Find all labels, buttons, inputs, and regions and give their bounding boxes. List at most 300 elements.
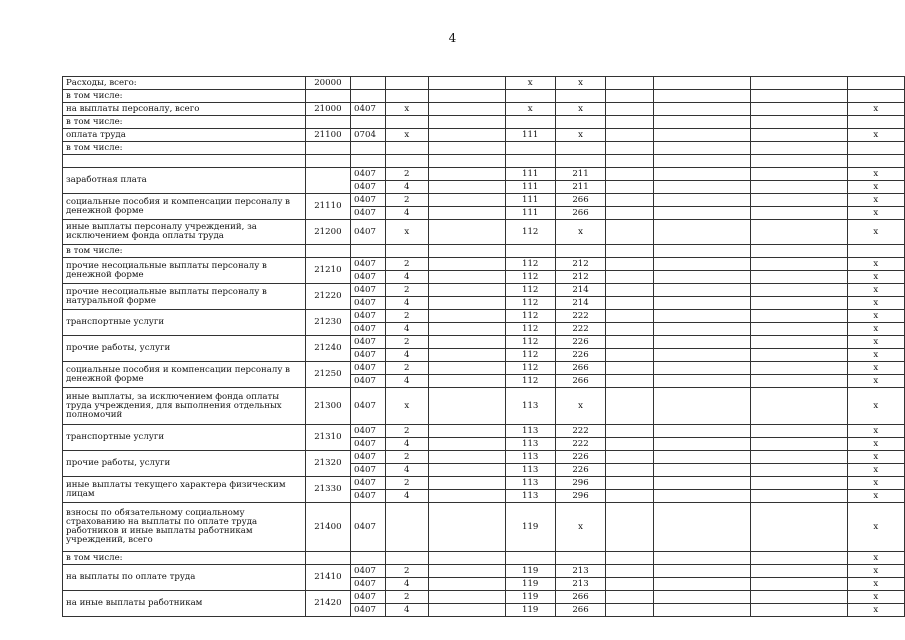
cell-c7: 226 bbox=[555, 349, 605, 362]
cell-c11: x bbox=[847, 591, 904, 604]
cell-c3 bbox=[385, 503, 428, 552]
cell-c3: 2 bbox=[385, 336, 428, 349]
cell-c3: 4 bbox=[385, 207, 428, 220]
cell-c4 bbox=[428, 362, 505, 375]
cell-c7: 212 bbox=[555, 258, 605, 271]
cell-c7: 266 bbox=[555, 604, 605, 617]
cell-c9 bbox=[653, 464, 750, 477]
row-name: прочие работы, услуги bbox=[63, 336, 306, 362]
cell-c7: 266 bbox=[555, 375, 605, 388]
cell-c6 bbox=[505, 90, 555, 103]
cell-c2: 0407 bbox=[351, 464, 386, 477]
row-name: прочие несоциальные выплаты персоналу в натуральной форме bbox=[63, 284, 306, 310]
row-name: на иные выплаты работникам bbox=[63, 591, 306, 617]
cell-c7 bbox=[555, 90, 605, 103]
cell-c8 bbox=[606, 142, 654, 155]
table-row bbox=[63, 168, 905, 181]
cell-c4 bbox=[428, 116, 505, 129]
cell-c10 bbox=[751, 464, 848, 477]
cell-c9 bbox=[653, 90, 750, 103]
cell-c11: x bbox=[847, 220, 904, 245]
cell-c2: 0407 bbox=[351, 591, 386, 604]
cell-c2: 0407 bbox=[351, 438, 386, 451]
cell-c7: 214 bbox=[555, 284, 605, 297]
cell-c11: x bbox=[847, 565, 904, 578]
row-code bbox=[305, 155, 350, 168]
cell-c4 bbox=[428, 591, 505, 604]
row-code: 21420 bbox=[305, 591, 350, 617]
cell-c3: 2 bbox=[385, 168, 428, 181]
cell-c4 bbox=[428, 207, 505, 220]
cell-c3: 2 bbox=[385, 284, 428, 297]
cell-c6 bbox=[505, 116, 555, 129]
cell-c8 bbox=[606, 323, 654, 336]
page-number: 4 bbox=[448, 31, 457, 45]
cell-c4 bbox=[428, 438, 505, 451]
cell-c3: 4 bbox=[385, 323, 428, 336]
cell-c8 bbox=[606, 591, 654, 604]
cell-c9 bbox=[653, 578, 750, 591]
row-code: 21250 bbox=[305, 362, 350, 388]
cell-c11: x bbox=[847, 310, 904, 323]
row-name: заработная плата bbox=[63, 168, 306, 194]
cell-c11: x bbox=[847, 207, 904, 220]
cell-c3: 4 bbox=[385, 578, 428, 591]
cell-c10 bbox=[751, 129, 848, 142]
cell-c9 bbox=[653, 425, 750, 438]
cell-c3: 2 bbox=[385, 310, 428, 323]
row-code bbox=[305, 168, 350, 194]
cell-c3: 4 bbox=[385, 604, 428, 617]
cell-c9 bbox=[653, 258, 750, 271]
cell-c3: 4 bbox=[385, 438, 428, 451]
cell-c2: 0407 bbox=[351, 490, 386, 503]
cell-c11: x bbox=[847, 604, 904, 617]
cell-c4 bbox=[428, 181, 505, 194]
cell-c6: 111 bbox=[505, 129, 555, 142]
cell-c11: x bbox=[847, 271, 904, 284]
cell-c4 bbox=[428, 103, 505, 116]
row-code: 21210 bbox=[305, 258, 350, 284]
cell-c6: x bbox=[505, 77, 555, 90]
cell-c10 bbox=[751, 142, 848, 155]
cell-c7: 266 bbox=[555, 194, 605, 207]
cell-c8 bbox=[606, 245, 654, 258]
cell-c3 bbox=[385, 116, 428, 129]
cell-c9 bbox=[653, 168, 750, 181]
row-code bbox=[305, 552, 350, 565]
cell-c4 bbox=[428, 77, 505, 90]
cell-c6: 112 bbox=[505, 310, 555, 323]
cell-c8 bbox=[606, 552, 654, 565]
cell-c11: x bbox=[847, 258, 904, 271]
cell-c9 bbox=[653, 142, 750, 155]
cell-c6: 113 bbox=[505, 438, 555, 451]
cell-c7: 222 bbox=[555, 438, 605, 451]
cell-c10 bbox=[751, 310, 848, 323]
cell-c9 bbox=[653, 271, 750, 284]
row-name: в том числе: bbox=[63, 90, 306, 103]
table-row bbox=[63, 129, 905, 142]
cell-c3: x bbox=[385, 220, 428, 245]
row-code bbox=[305, 116, 350, 129]
cell-c2 bbox=[351, 116, 386, 129]
cell-c10 bbox=[751, 490, 848, 503]
cell-c2: 0407 bbox=[351, 271, 386, 284]
cell-c7: 266 bbox=[555, 362, 605, 375]
cell-c4 bbox=[428, 565, 505, 578]
cell-c3 bbox=[385, 142, 428, 155]
cell-c9 bbox=[653, 388, 750, 425]
row-name: транспортные услуги bbox=[63, 310, 306, 336]
row-name: прочие работы, услуги bbox=[63, 451, 306, 477]
cell-c3: 4 bbox=[385, 464, 428, 477]
table-row bbox=[63, 258, 905, 271]
cell-c7: 211 bbox=[555, 168, 605, 181]
cell-c8 bbox=[606, 207, 654, 220]
cell-c2 bbox=[351, 155, 386, 168]
table-row bbox=[63, 336, 905, 349]
cell-c3: 2 bbox=[385, 258, 428, 271]
cell-c9 bbox=[653, 490, 750, 503]
cell-c4 bbox=[428, 375, 505, 388]
cell-c6: 113 bbox=[505, 490, 555, 503]
cell-c8 bbox=[606, 90, 654, 103]
cell-c6: 111 bbox=[505, 194, 555, 207]
cell-c9 bbox=[653, 323, 750, 336]
cell-c3: 2 bbox=[385, 477, 428, 490]
row-code: 21110 bbox=[305, 194, 350, 220]
cell-c4 bbox=[428, 349, 505, 362]
cell-c6: 119 bbox=[505, 578, 555, 591]
cell-c4 bbox=[428, 245, 505, 258]
cell-c11: x bbox=[847, 503, 904, 552]
table-row bbox=[63, 194, 905, 207]
cell-c10 bbox=[751, 116, 848, 129]
cell-c10 bbox=[751, 90, 848, 103]
cell-c8 bbox=[606, 388, 654, 425]
cell-c2: 0407 bbox=[351, 375, 386, 388]
table-row bbox=[63, 142, 905, 155]
cell-c2: 0407 bbox=[351, 258, 386, 271]
cell-c11: x bbox=[847, 349, 904, 362]
cell-c2: 0407 bbox=[351, 194, 386, 207]
cell-c6 bbox=[505, 142, 555, 155]
cell-c6: 119 bbox=[505, 503, 555, 552]
cell-c11: x bbox=[847, 388, 904, 425]
cell-c2: 0407 bbox=[351, 349, 386, 362]
cell-c11: x bbox=[847, 297, 904, 310]
cell-c9 bbox=[653, 552, 750, 565]
table-row bbox=[63, 284, 905, 297]
row-code: 21310 bbox=[305, 425, 350, 451]
cell-c9 bbox=[653, 310, 750, 323]
cell-c10 bbox=[751, 258, 848, 271]
cell-c8 bbox=[606, 258, 654, 271]
cell-c6: 111 bbox=[505, 168, 555, 181]
report-body bbox=[63, 77, 905, 617]
cell-c10 bbox=[751, 194, 848, 207]
cell-c10 bbox=[751, 477, 848, 490]
cell-c8 bbox=[606, 578, 654, 591]
cell-c2: 0407 bbox=[351, 310, 386, 323]
row-name: социальные пособия и компенсации персоналу в денежной форме bbox=[63, 362, 306, 388]
cell-c11: x bbox=[847, 362, 904, 375]
cell-c3 bbox=[385, 77, 428, 90]
cell-c6: 113 bbox=[505, 388, 555, 425]
table-row bbox=[63, 552, 905, 565]
cell-c8 bbox=[606, 349, 654, 362]
cell-c10 bbox=[751, 297, 848, 310]
cell-c7 bbox=[555, 116, 605, 129]
cell-c4 bbox=[428, 258, 505, 271]
cell-c3: 2 bbox=[385, 565, 428, 578]
table-row bbox=[63, 591, 905, 604]
table-row bbox=[63, 310, 905, 323]
cell-c2: 0407 bbox=[351, 451, 386, 464]
report-table bbox=[62, 76, 905, 617]
cell-c8 bbox=[606, 490, 654, 503]
cell-c7: 214 bbox=[555, 297, 605, 310]
cell-c2: 0407 bbox=[351, 297, 386, 310]
table-row bbox=[63, 388, 905, 425]
cell-c4 bbox=[428, 490, 505, 503]
cell-c6: 113 bbox=[505, 451, 555, 464]
row-code: 20000 bbox=[305, 77, 350, 90]
cell-c2: 0407 bbox=[351, 604, 386, 617]
cell-c2: 0407 bbox=[351, 388, 386, 425]
cell-c3: 4 bbox=[385, 271, 428, 284]
cell-c11: x bbox=[847, 181, 904, 194]
cell-c7: x bbox=[555, 77, 605, 90]
cell-c6: 112 bbox=[505, 336, 555, 349]
row-name: оплата труда bbox=[63, 129, 306, 142]
cell-c11 bbox=[847, 77, 904, 90]
cell-c6: 112 bbox=[505, 258, 555, 271]
cell-c10 bbox=[751, 271, 848, 284]
cell-c10 bbox=[751, 155, 848, 168]
cell-c10 bbox=[751, 168, 848, 181]
cell-c4 bbox=[428, 451, 505, 464]
cell-c10 bbox=[751, 207, 848, 220]
cell-c3 bbox=[385, 552, 428, 565]
table-row bbox=[63, 155, 905, 168]
cell-c11: x bbox=[847, 438, 904, 451]
cell-c7: 212 bbox=[555, 271, 605, 284]
cell-c2: 0704 bbox=[351, 129, 386, 142]
row-name: в том числе: bbox=[63, 116, 306, 129]
cell-c2: 0407 bbox=[351, 336, 386, 349]
cell-c11: x bbox=[847, 129, 904, 142]
cell-c6: 112 bbox=[505, 284, 555, 297]
cell-c8 bbox=[606, 310, 654, 323]
cell-c7: 266 bbox=[555, 207, 605, 220]
cell-c2: 0407 bbox=[351, 103, 386, 116]
cell-c7: 296 bbox=[555, 477, 605, 490]
cell-c11: x bbox=[847, 552, 904, 565]
cell-c4 bbox=[428, 425, 505, 438]
cell-c9 bbox=[653, 604, 750, 617]
cell-c10 bbox=[751, 604, 848, 617]
cell-c10 bbox=[751, 362, 848, 375]
table-row bbox=[63, 116, 905, 129]
cell-c11 bbox=[847, 155, 904, 168]
cell-c9 bbox=[653, 591, 750, 604]
cell-c10 bbox=[751, 323, 848, 336]
cell-c11: x bbox=[847, 451, 904, 464]
row-name: иные выплаты текущего характера физическим лицам bbox=[63, 477, 306, 503]
cell-c11: x bbox=[847, 336, 904, 349]
cell-c6: 112 bbox=[505, 349, 555, 362]
row-name: прочие несоциальные выплаты персоналу в денежной форме bbox=[63, 258, 306, 284]
row-code: 21320 bbox=[305, 451, 350, 477]
cell-c2: 0407 bbox=[351, 323, 386, 336]
cell-c9 bbox=[653, 362, 750, 375]
cell-c8 bbox=[606, 297, 654, 310]
cell-c8 bbox=[606, 375, 654, 388]
row-code: 21100 bbox=[305, 129, 350, 142]
cell-c2: 0407 bbox=[351, 168, 386, 181]
cell-c3: 4 bbox=[385, 181, 428, 194]
cell-c9 bbox=[653, 207, 750, 220]
cell-c2 bbox=[351, 142, 386, 155]
cell-c7: 296 bbox=[555, 490, 605, 503]
table-row bbox=[63, 477, 905, 490]
table-row bbox=[63, 565, 905, 578]
cell-c11: x bbox=[847, 490, 904, 503]
row-name: в том числе: bbox=[63, 142, 306, 155]
cell-c6: 119 bbox=[505, 604, 555, 617]
cell-c7: 226 bbox=[555, 464, 605, 477]
cell-c7: 222 bbox=[555, 425, 605, 438]
cell-c4 bbox=[428, 155, 505, 168]
cell-c4 bbox=[428, 552, 505, 565]
row-name: в том числе: bbox=[63, 552, 306, 565]
cell-c6: 113 bbox=[505, 464, 555, 477]
cell-c8 bbox=[606, 464, 654, 477]
cell-c4 bbox=[428, 388, 505, 425]
cell-c9 bbox=[653, 245, 750, 258]
cell-c6: 119 bbox=[505, 591, 555, 604]
cell-c3: x bbox=[385, 388, 428, 425]
cell-c10 bbox=[751, 503, 848, 552]
cell-c7: 222 bbox=[555, 323, 605, 336]
cell-c7: 226 bbox=[555, 451, 605, 464]
cell-c8 bbox=[606, 194, 654, 207]
cell-c9 bbox=[653, 116, 750, 129]
table-row bbox=[63, 362, 905, 375]
cell-c11: x bbox=[847, 284, 904, 297]
cell-c8 bbox=[606, 155, 654, 168]
cell-c10 bbox=[751, 438, 848, 451]
row-code: 21000 bbox=[305, 103, 350, 116]
cell-c10 bbox=[751, 336, 848, 349]
cell-c10 bbox=[751, 578, 848, 591]
cell-c11 bbox=[847, 116, 904, 129]
cell-c7 bbox=[555, 245, 605, 258]
cell-c4 bbox=[428, 194, 505, 207]
cell-c8 bbox=[606, 565, 654, 578]
cell-c4 bbox=[428, 310, 505, 323]
row-name: взносы по обязательному социальному страхованию на выплаты по оплате труда работников и иные выплаты работникам учреждений, всего bbox=[63, 503, 306, 552]
cell-c9 bbox=[653, 103, 750, 116]
cell-c6: 112 bbox=[505, 271, 555, 284]
cell-c9 bbox=[653, 220, 750, 245]
cell-c7 bbox=[555, 142, 605, 155]
cell-c4 bbox=[428, 503, 505, 552]
cell-c2: 0407 bbox=[351, 220, 386, 245]
cell-c4 bbox=[428, 142, 505, 155]
cell-c2: 0407 bbox=[351, 362, 386, 375]
cell-c7 bbox=[555, 155, 605, 168]
cell-c7: 226 bbox=[555, 336, 605, 349]
cell-c7: 211 bbox=[555, 181, 605, 194]
row-code: 21200 bbox=[305, 220, 350, 245]
cell-c2: 0407 bbox=[351, 477, 386, 490]
cell-c11: x bbox=[847, 375, 904, 388]
cell-c10 bbox=[751, 181, 848, 194]
cell-c8 bbox=[606, 77, 654, 90]
cell-c9 bbox=[653, 451, 750, 464]
cell-c11: x bbox=[847, 194, 904, 207]
cell-c2 bbox=[351, 90, 386, 103]
cell-c2 bbox=[351, 245, 386, 258]
row-code: 21330 bbox=[305, 477, 350, 503]
cell-c8 bbox=[606, 129, 654, 142]
cell-c10 bbox=[751, 220, 848, 245]
row-code bbox=[305, 142, 350, 155]
cell-c6: x bbox=[505, 103, 555, 116]
cell-c8 bbox=[606, 181, 654, 194]
cell-c2: 0407 bbox=[351, 284, 386, 297]
cell-c2: 0407 bbox=[351, 425, 386, 438]
cell-c2: 0407 bbox=[351, 503, 386, 552]
cell-c9 bbox=[653, 297, 750, 310]
cell-c2: 0407 bbox=[351, 181, 386, 194]
cell-c8 bbox=[606, 220, 654, 245]
cell-c2: 0407 bbox=[351, 565, 386, 578]
cell-c3: x bbox=[385, 129, 428, 142]
cell-c6: 111 bbox=[505, 207, 555, 220]
cell-c6: 112 bbox=[505, 375, 555, 388]
cell-c4 bbox=[428, 297, 505, 310]
cell-c6: 112 bbox=[505, 323, 555, 336]
cell-c11: x bbox=[847, 464, 904, 477]
cell-c2 bbox=[351, 552, 386, 565]
cell-c11: x bbox=[847, 168, 904, 181]
row-name bbox=[63, 155, 306, 168]
row-code bbox=[305, 245, 350, 258]
cell-c9 bbox=[653, 565, 750, 578]
cell-c3: 4 bbox=[385, 349, 428, 362]
cell-c11: x bbox=[847, 477, 904, 490]
cell-c8 bbox=[606, 604, 654, 617]
cell-c9 bbox=[653, 194, 750, 207]
cell-c2: 0407 bbox=[351, 207, 386, 220]
cell-c7: x bbox=[555, 103, 605, 116]
cell-c11 bbox=[847, 142, 904, 155]
cell-c4 bbox=[428, 604, 505, 617]
cell-c4 bbox=[428, 477, 505, 490]
row-code: 21300 bbox=[305, 388, 350, 425]
table-row bbox=[63, 103, 905, 116]
cell-c4 bbox=[428, 220, 505, 245]
cell-c11 bbox=[847, 90, 904, 103]
cell-c6 bbox=[505, 552, 555, 565]
table-row bbox=[63, 245, 905, 258]
cell-c3: 4 bbox=[385, 297, 428, 310]
cell-c10 bbox=[751, 425, 848, 438]
